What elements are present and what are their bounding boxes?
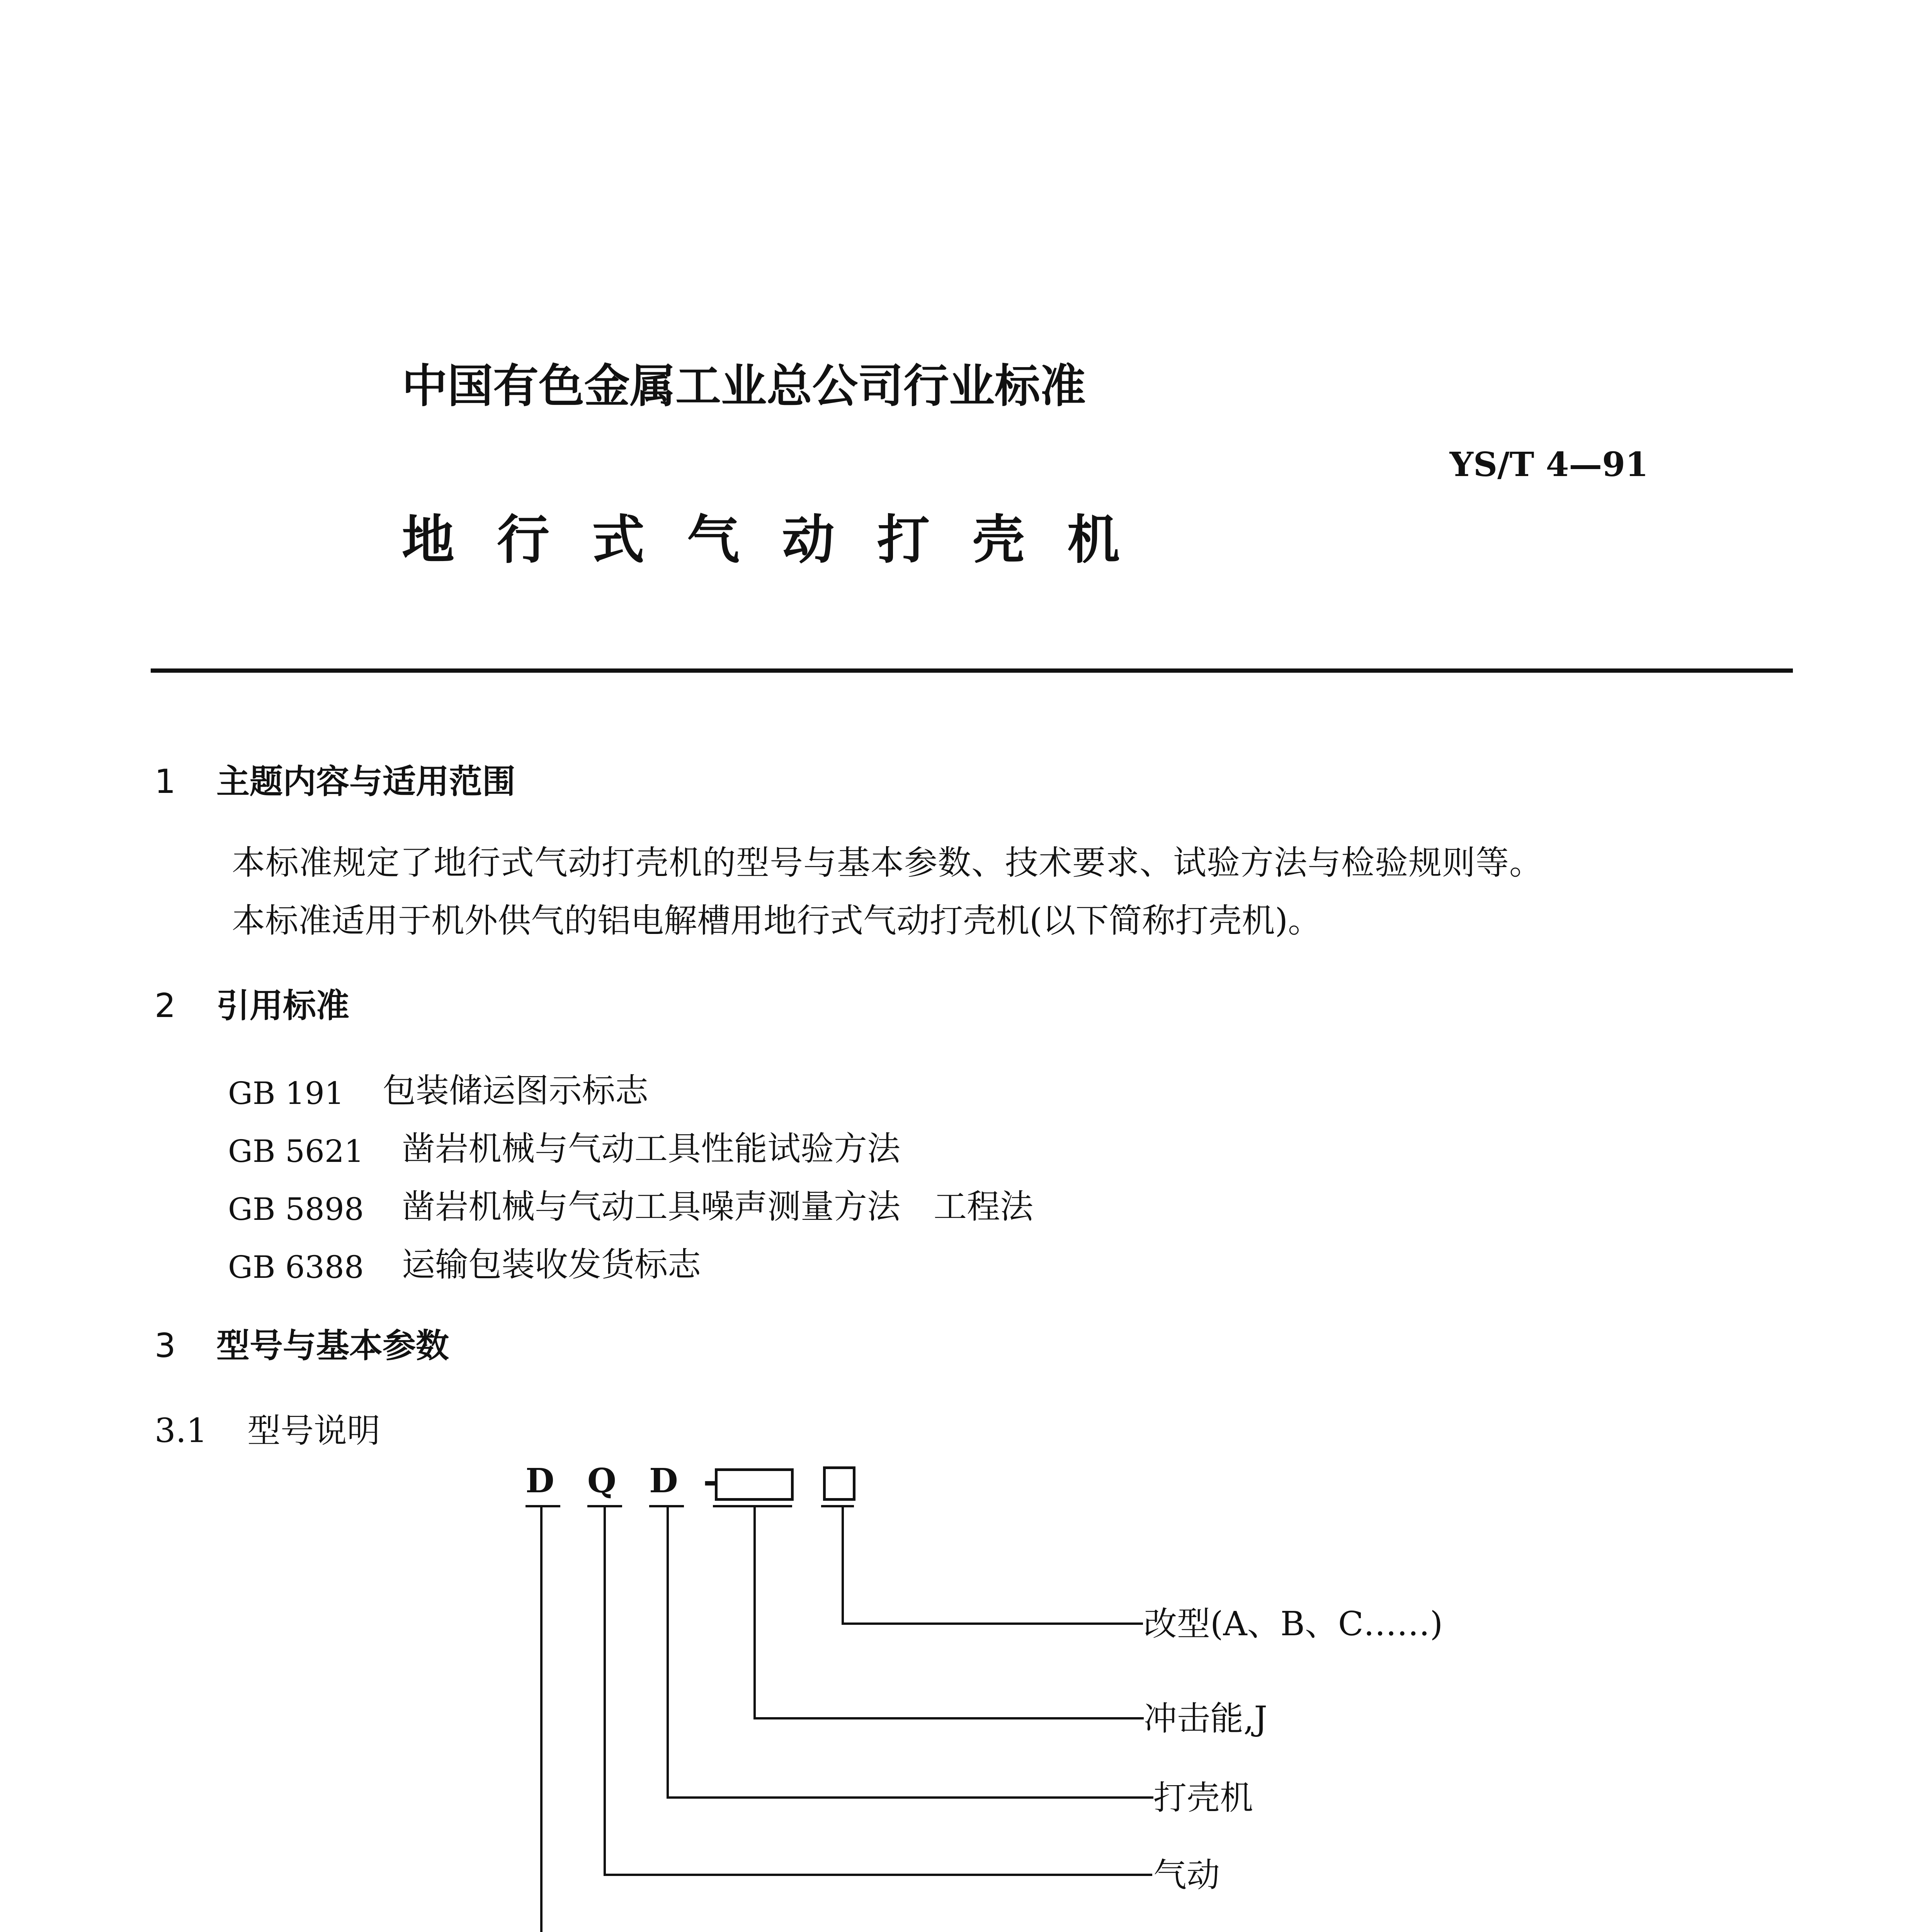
model-dash: - (703, 1461, 717, 1500)
label-modification: 改型(A、B、C……) (1144, 1605, 1443, 1643)
section-3-1-number: 3.1 (155, 1412, 207, 1450)
underline-d1 (526, 1505, 560, 1507)
org-title: 中国有色金属工业总公司行业标准 (402, 359, 1086, 413)
underline-mod-box (821, 1505, 854, 1507)
lead-q-horizontal (604, 1874, 1152, 1876)
label-pneumatic: 气动 (1153, 1856, 1220, 1895)
section-3-number: 3 (155, 1327, 176, 1365)
label-impact-energy: 冲击能,J (1144, 1699, 1267, 1738)
ref-title-3: 凿岩机械与气动工具噪声测量方法 工程法 (402, 1187, 1033, 1226)
lead-d1-vertical (540, 1505, 543, 1932)
section-2-number: 2 (155, 986, 176, 1025)
section-1-number: 1 (155, 762, 176, 801)
ref-title-1: 包装储运图示标志 (383, 1071, 648, 1110)
ref-code-3: GB 5898 (228, 1191, 364, 1227)
modification-box (823, 1466, 855, 1501)
ref-title-4: 运输包装收发货标志 (402, 1245, 701, 1284)
ref-title-2: 凿岩机械与气动工具性能试验方法 (402, 1129, 900, 1168)
model-letter-d2: D (649, 1461, 678, 1500)
lead-q-vertical (604, 1505, 606, 1876)
lead-mod-horizontal (842, 1622, 1143, 1625)
ref-code-4: GB 6388 (228, 1249, 364, 1285)
label-shell-breaker: 打壳机 (1153, 1779, 1253, 1817)
section-2-title: 引用标准 (216, 986, 349, 1025)
document-title: 地行式气动打壳机 (402, 510, 1162, 571)
section-3-1-title: 型号说明 (247, 1412, 380, 1450)
section-3-title: 型号与基本参数 (216, 1327, 449, 1365)
section-1-para-2: 本标准适用于机外供气的铝电解槽用地行式气动打壳机(以下简称打壳机)。 (232, 901, 1321, 940)
lead-d2-vertical (667, 1505, 669, 1799)
section-1-para-1: 本标准规定了地行式气动打壳机的型号与基本参数、技术要求、试验方法与检验规则等。 (232, 844, 1543, 882)
section-1-title: 主题内容与适用范围 (216, 762, 515, 801)
lead-impact-horizontal (753, 1717, 1144, 1719)
lead-mod-vertical (842, 1505, 844, 1625)
header-rule (151, 668, 1793, 673)
underline-impact-box (713, 1505, 792, 1507)
standard-code: YS/T 4—91 (1449, 445, 1648, 484)
lead-impact-vertical (753, 1505, 756, 1719)
ref-code-2: GB 5621 (228, 1133, 364, 1169)
impact-energy-box (715, 1468, 794, 1501)
ref-code-1: GB 191 (228, 1075, 344, 1111)
model-letter-q: Q (587, 1461, 616, 1500)
model-letter-d1: D (526, 1461, 554, 1500)
lead-d2-horizontal (667, 1796, 1153, 1799)
